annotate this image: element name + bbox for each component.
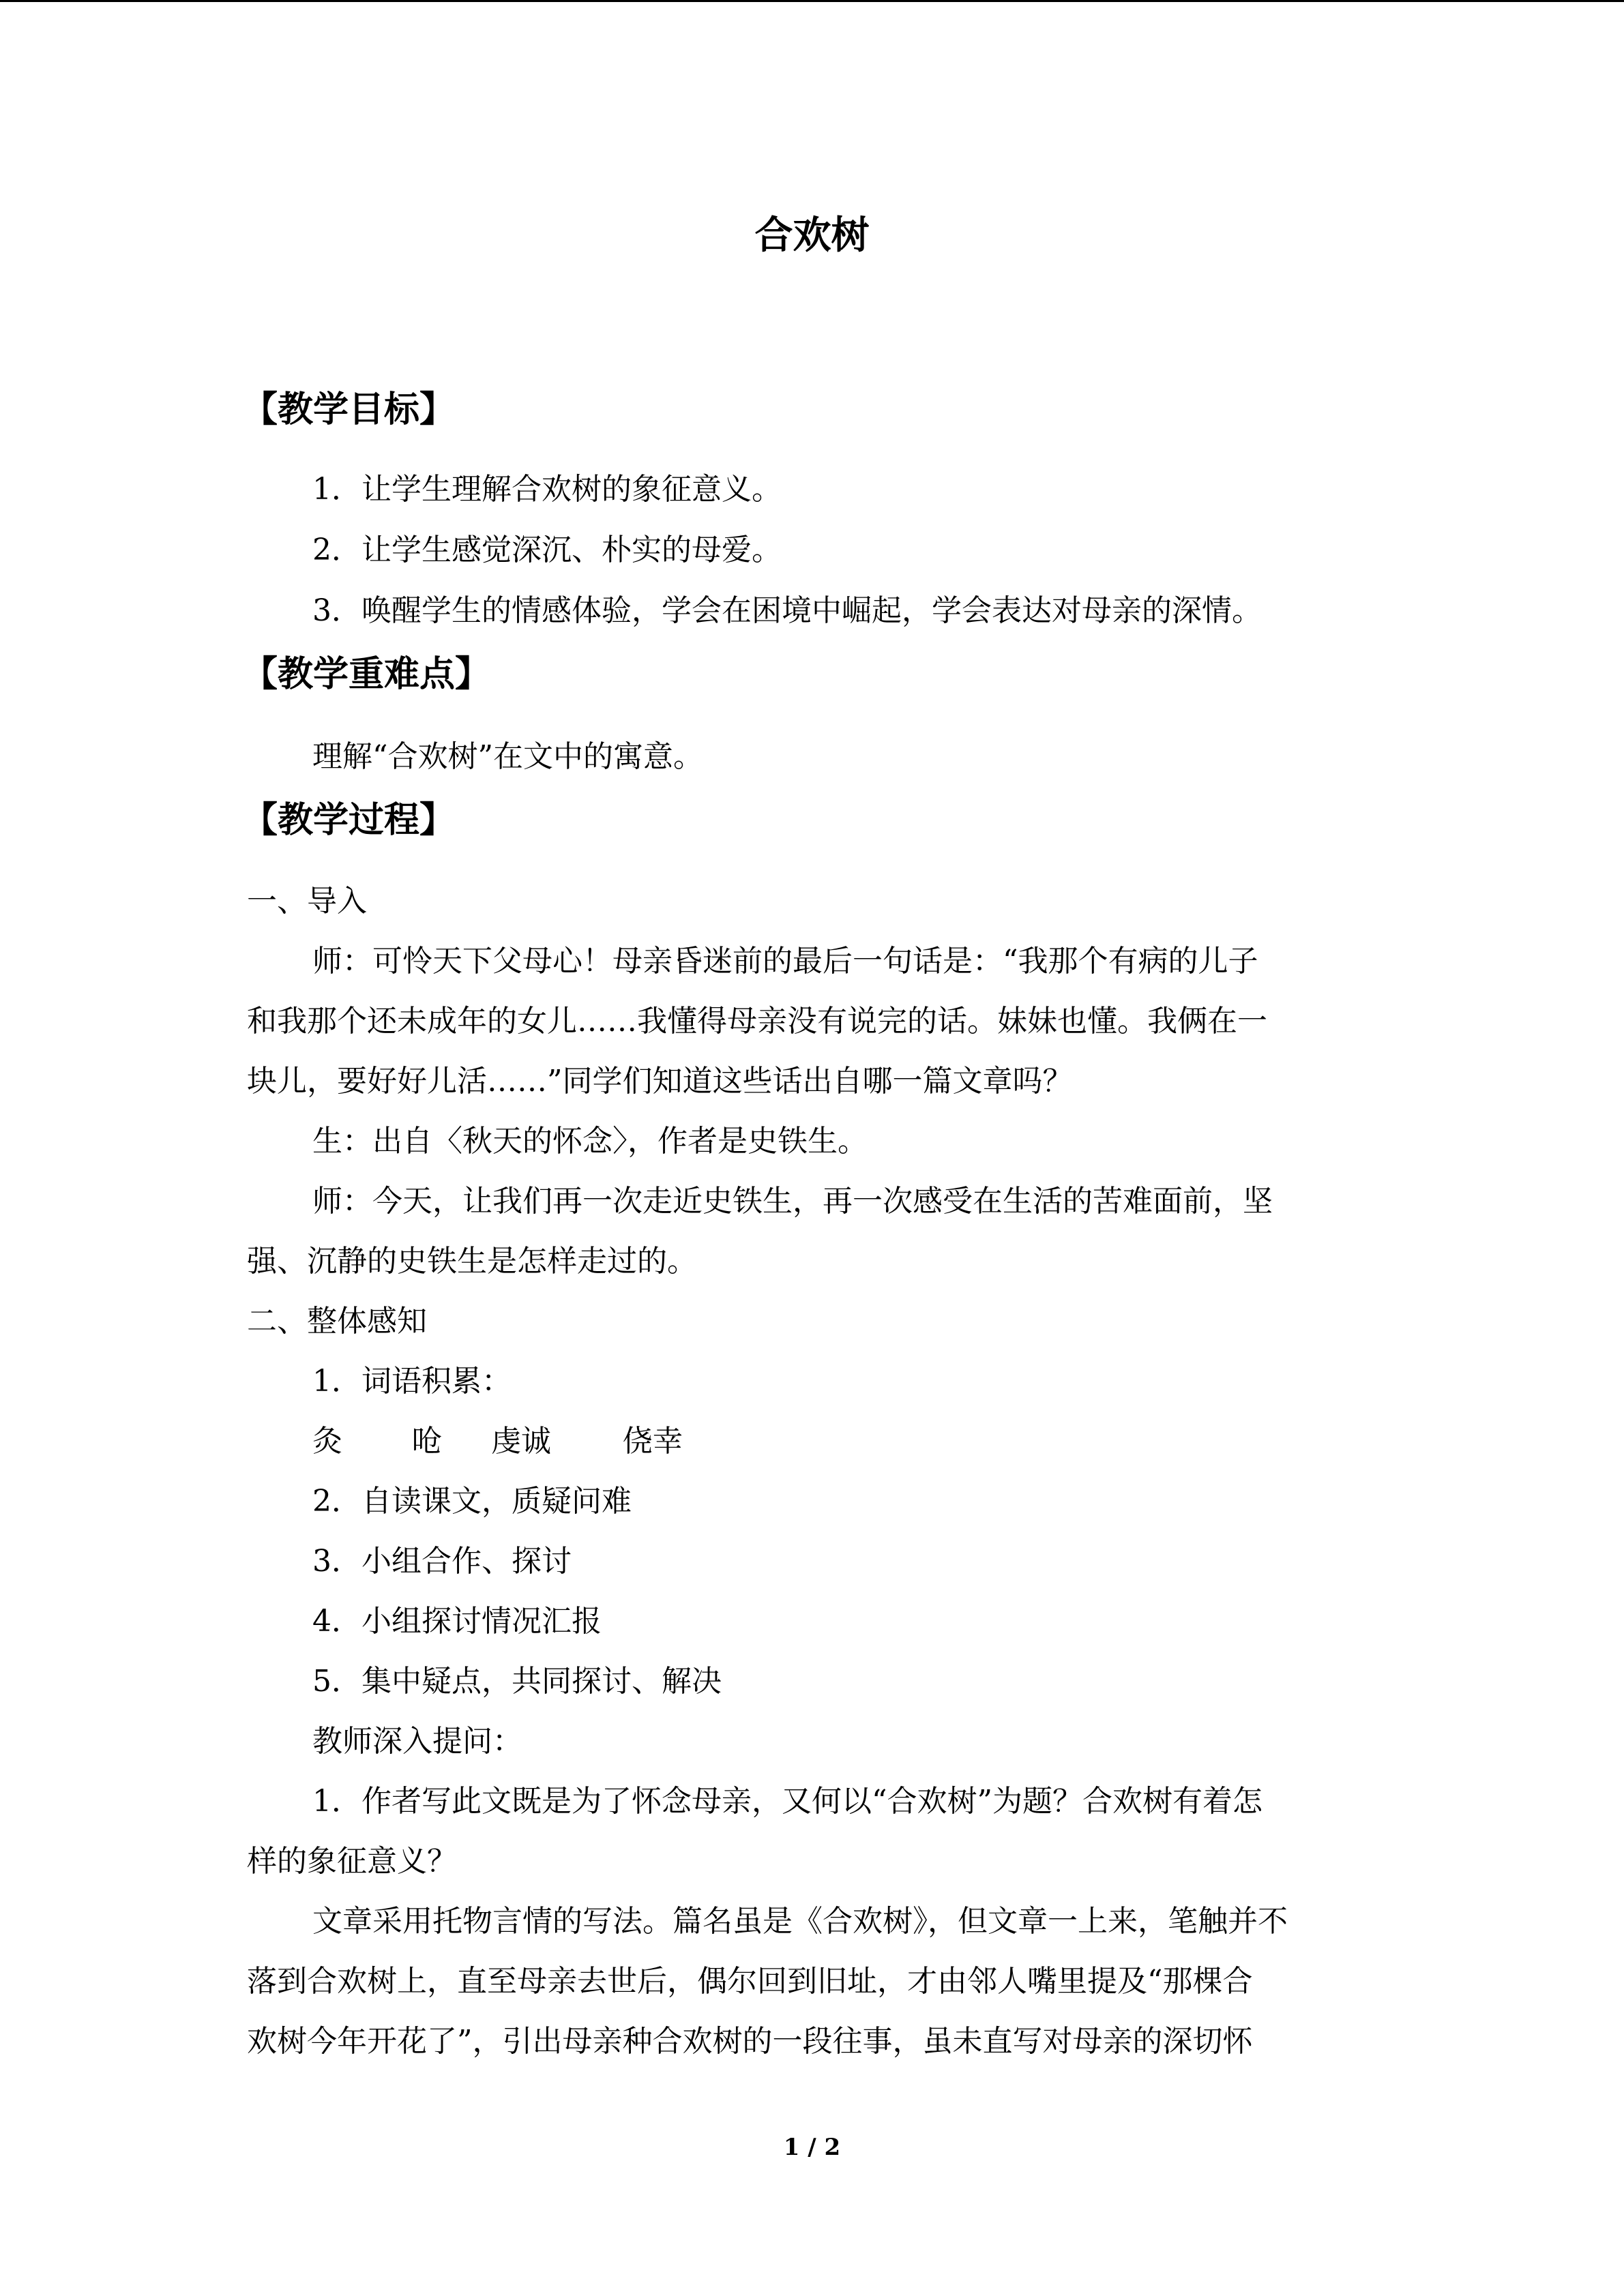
vocab-word: 灸 — [312, 1424, 342, 1459]
objective-item: 2．让学生感觉深沉、朴实的母爱。 — [312, 533, 782, 567]
process-heading: 【教学过程】 — [242, 799, 456, 841]
paragraph-line: 和我那个还未成年的女儿……我懂得母亲没有说完的话。妹妹也懂。我俩在一 — [247, 1004, 1267, 1039]
paragraph-line: 块儿，要好好儿活……”同学们知道这些话出自哪一篇文章吗？ — [247, 1064, 1073, 1099]
key-points-text: 理解“合欢树”在文中的寓意。 — [312, 739, 703, 774]
paragraph-line: 文章采用托物言情的写法。篇名虽是《合欢树》，但文章一上来，笔触并不 — [312, 1904, 1288, 1939]
paragraph-line: 强、沉静的史铁生是怎样走过的。 — [247, 1244, 697, 1279]
objective-item: 3．唤醒学生的情感体验，学会在困境中崛起，学会表达对母亲的深情。 — [312, 593, 1262, 628]
vocab-label: 1．词语积累： — [312, 1364, 512, 1399]
perception-heading: 二、整体感知 — [247, 1304, 427, 1339]
objectives-heading: 【教学目标】 — [242, 389, 456, 430]
paragraph-line: 生：出自〈秋天的怀念〉，作者是史铁生。 — [312, 1124, 868, 1159]
paragraph-line: 师：今天，让我们再一次走近史铁生，再一次感受在生活的苦难面前，坚 — [312, 1184, 1273, 1219]
intro-heading: 一、导入 — [247, 884, 367, 919]
step-item: 4．小组探讨情况汇报 — [312, 1604, 602, 1639]
paragraph-line: 1．作者写此文既是为了怀念母亲，又何以“合欢树”为题？合欢树有着怎 — [312, 1784, 1263, 1819]
paragraph-line: 样的象征意义？ — [247, 1844, 457, 1879]
paragraph-line: 落到合欢树上，直至母亲去世后，偶尔回到旧址，才由邻人嘴里提及“那棵合 — [247, 1964, 1253, 1999]
step-item: 5．集中疑点，共同探讨、解决 — [312, 1664, 722, 1699]
objective-item: 1．让学生理解合欢树的象征意义。 — [312, 472, 782, 507]
vocab-word: 呛 — [412, 1424, 442, 1459]
document-title: 合欢树 — [754, 213, 870, 258]
step-item: 3．小组合作、探讨 — [312, 1544, 572, 1579]
top-border-line — [0, 0, 1624, 2]
page-number: 1 / 2 — [783, 2134, 841, 2161]
key-points-heading: 【教学重难点】 — [242, 653, 491, 695]
paragraph-line: 欢树今年开花了”，引出母亲种合欢树的一段往事，虽未直写对母亲的深切怀 — [247, 2024, 1253, 2059]
vocab-word: 侥幸 — [623, 1424, 683, 1459]
paragraph-line: 师：可怜天下父母心！母亲昏迷前的最后一句话是：“我那个有病的儿子 — [312, 944, 1258, 979]
vocab-word: 虔诚 — [491, 1424, 551, 1459]
deep-question-label: 教师深入提问： — [312, 1724, 522, 1759]
step-item: 2．自读课文，质疑问难 — [312, 1484, 632, 1519]
